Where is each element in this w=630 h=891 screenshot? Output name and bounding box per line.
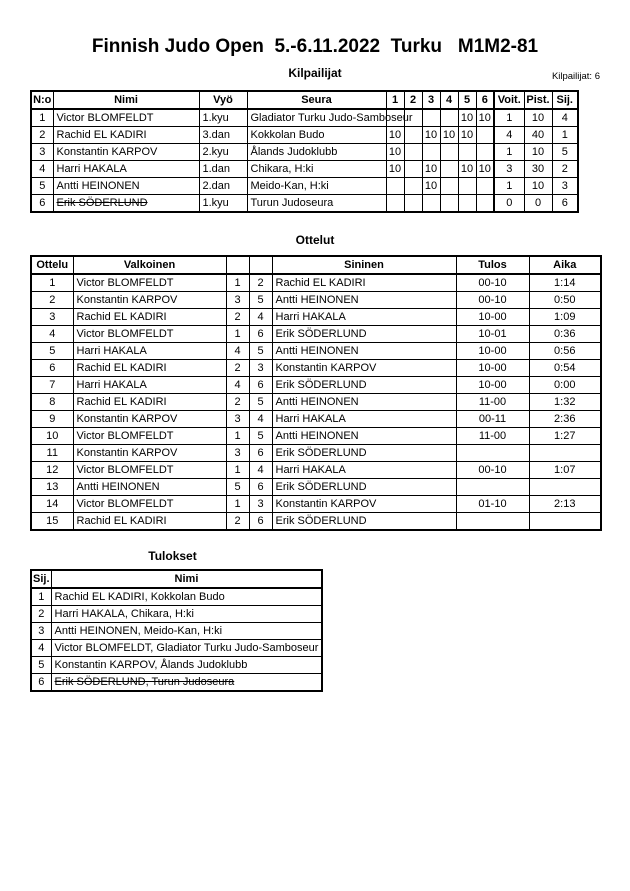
blue-competitor-name: Konstantin KARPOV: [272, 496, 456, 513]
match-number: 10: [31, 428, 73, 445]
result-name: Erik SÖDERLUND, Turun Judoseura: [51, 674, 322, 692]
white-competitor-name: Harri HAKALA: [73, 343, 226, 360]
match-row: [31, 292, 601, 309]
blue-competitor-number: 6: [249, 445, 272, 462]
competitors-section-header: [0, 66, 630, 84]
blue-competitor-name: Erik SÖDERLUND: [272, 326, 456, 343]
competitors-header-club: Seura: [247, 91, 386, 109]
grid-cell-6: [476, 178, 494, 195]
grid-cell-4: [440, 109, 458, 127]
competitor-belt: 1.kyu: [199, 195, 247, 213]
match-time: 0:00: [529, 377, 601, 394]
matches-header-row: [31, 256, 601, 274]
match-number: 13: [31, 479, 73, 496]
blue-competitor-name: Harri HAKALA: [272, 309, 456, 326]
white-competitor-number: 2: [226, 394, 249, 411]
white-competitor-number: 1: [226, 462, 249, 479]
grid-cell-1: [386, 195, 404, 213]
matches-table: [30, 255, 602, 531]
blue-competitor-number: 4: [249, 309, 272, 326]
competitor-name: Erik SÖDERLUND: [53, 195, 199, 213]
blue-competitor-number: 3: [249, 360, 272, 377]
white-competitor-name: Victor BLOMFELDT: [73, 326, 226, 343]
competitor-number: 2: [31, 127, 53, 144]
competitors-header-grid-4: 4: [440, 91, 458, 109]
competitor-name: Antti HEINONEN: [53, 178, 199, 195]
competitor-place: 2: [552, 161, 578, 178]
result-row: [31, 640, 322, 657]
white-competitor-number: 1: [226, 496, 249, 513]
matches-header-result: Tulos: [456, 256, 529, 274]
competitors-header-belt: Vyö: [199, 91, 247, 109]
match-result: 00-10: [456, 274, 529, 292]
competitors-tbody: [31, 109, 578, 212]
match-row: [31, 462, 601, 479]
grid-cell-6: [476, 195, 494, 213]
competitors-header-grid-3: 3: [422, 91, 440, 109]
match-time: 1:07: [529, 462, 601, 479]
match-number: 2: [31, 292, 73, 309]
match-result: 00-10: [456, 462, 529, 479]
blue-competitor-number: 6: [249, 326, 272, 343]
matches-header-blue-no: [249, 256, 272, 274]
results-table: [30, 569, 323, 692]
competitor-place: 6: [552, 195, 578, 213]
result-row: [31, 606, 322, 623]
result-place: 1: [31, 588, 51, 606]
competitor-belt: 2.kyu: [199, 144, 247, 161]
competitor-row: [31, 178, 578, 195]
competitors-header-grid-1: 1: [386, 91, 404, 109]
white-competitor-name: Antti HEINONEN: [73, 479, 226, 496]
match-time: 0:56: [529, 343, 601, 360]
blue-competitor-name: Antti HEINONEN: [272, 292, 456, 309]
competitors-section-title: Kilpailijat: [288, 66, 342, 80]
competitor-number: 1: [31, 109, 53, 127]
competitor-number: 3: [31, 144, 53, 161]
white-competitor-name: Rachid EL KADIRI: [73, 309, 226, 326]
match-row: [31, 445, 601, 462]
white-competitor-number: 2: [226, 513, 249, 531]
white-competitor-number: 1: [226, 274, 249, 292]
competitors-header-grid-6: 6: [476, 91, 494, 109]
match-time: 0:36: [529, 326, 601, 343]
blue-competitor-number: 3: [249, 496, 272, 513]
competitor-row: [31, 161, 578, 178]
blue-competitor-number: 5: [249, 428, 272, 445]
competitor-points: 30: [524, 161, 552, 178]
grid-cell-1: [386, 178, 404, 195]
competitor-place: 4: [552, 109, 578, 127]
match-time: 2:36: [529, 411, 601, 428]
result-row: [31, 674, 322, 692]
result-name: Antti HEINONEN, Meido-Kan, H:ki: [51, 623, 322, 640]
match-number: 8: [31, 394, 73, 411]
competitor-club: Kokkolan Budo: [247, 127, 386, 144]
grid-cell-5: 10: [458, 161, 476, 178]
match-time: [529, 513, 601, 531]
white-competitor-number: 1: [226, 326, 249, 343]
white-competitor-number: 3: [226, 445, 249, 462]
blue-competitor-name: Antti HEINONEN: [272, 428, 456, 445]
match-number: 15: [31, 513, 73, 531]
match-time: 1:09: [529, 309, 601, 326]
white-competitor-number: 2: [226, 309, 249, 326]
match-result: 10-00: [456, 377, 529, 394]
results-header-name: Nimi: [51, 570, 322, 588]
grid-cell-5: [458, 178, 476, 195]
white-competitor-name: Victor BLOMFELDT: [73, 274, 226, 292]
blue-competitor-number: 2: [249, 274, 272, 292]
matches-header-white: Valkoinen: [73, 256, 226, 274]
blue-competitor-name: Erik SÖDERLUND: [272, 445, 456, 462]
white-competitor-number: 3: [226, 411, 249, 428]
result-name: Harri HAKALA, Chikara, H:ki: [51, 606, 322, 623]
results-header-place: Sij.: [31, 570, 51, 588]
competitor-points: 10: [524, 109, 552, 127]
match-result: 11-00: [456, 394, 529, 411]
match-row: [31, 428, 601, 445]
grid-cell-3: 10: [422, 178, 440, 195]
results-section: [30, 549, 319, 692]
match-result: [456, 479, 529, 496]
result-place: 3: [31, 623, 51, 640]
grid-cell-1: 10: [386, 144, 404, 161]
grid-cell-5: [458, 144, 476, 161]
white-competitor-name: Rachid EL KADIRI: [73, 513, 226, 531]
competitor-wins: 3: [494, 161, 524, 178]
white-competitor-number: 1: [226, 428, 249, 445]
white-competitor-name: Victor BLOMFELDT: [73, 496, 226, 513]
matches-header-white-no: [226, 256, 249, 274]
results-section-title: Tulokset: [148, 549, 197, 563]
result-row: [31, 657, 322, 674]
competitor-number: 4: [31, 161, 53, 178]
blue-competitor-number: 5: [249, 394, 272, 411]
match-number: 4: [31, 326, 73, 343]
blue-competitor-name: Antti HEINONEN: [272, 343, 456, 360]
competitor-points: 40: [524, 127, 552, 144]
blue-competitor-name: Antti HEINONEN: [272, 394, 456, 411]
match-result: [456, 445, 529, 462]
blue-competitor-name: Konstantin KARPOV: [272, 360, 456, 377]
blue-competitor-number: 4: [249, 411, 272, 428]
competitor-wins: 0: [494, 195, 524, 213]
match-number: 6: [31, 360, 73, 377]
result-name: Rachid EL KADIRI, Kokkolan Budo: [51, 588, 322, 606]
match-time: 2:13: [529, 496, 601, 513]
competitors-header-wins: Voit.: [494, 91, 524, 109]
grid-cell-2: [404, 127, 422, 144]
matches-table-head: [31, 256, 601, 274]
grid-cell-6: 10: [476, 161, 494, 178]
competitors-header-grid-5: 5: [458, 91, 476, 109]
competitor-club: Chikara, H:ki: [247, 161, 386, 178]
blue-competitor-name: Harri HAKALA: [272, 411, 456, 428]
competitor-name: Harri HAKALA: [53, 161, 199, 178]
competitors-count-label: Kilpailijat: 6: [551, 71, 600, 82]
white-competitor-number: 3: [226, 292, 249, 309]
match-result: [456, 513, 529, 531]
grid-cell-3: 10: [422, 161, 440, 178]
competitor-wins: 1: [494, 144, 524, 161]
match-row: [31, 377, 601, 394]
match-result: 10-01: [456, 326, 529, 343]
match-result: 00-10: [456, 292, 529, 309]
grid-cell-4: [440, 195, 458, 213]
grid-cell-6: 10: [476, 109, 494, 127]
results-table-head: [31, 570, 322, 588]
matches-section-title: Ottelut: [295, 233, 335, 247]
competitor-club: Ålands Judoklubb: [247, 144, 386, 161]
competitors-header-place: Sij.: [552, 91, 578, 109]
blue-competitor-number: 4: [249, 462, 272, 479]
white-competitor-name: Konstantin KARPOV: [73, 445, 226, 462]
competitor-row: [31, 109, 578, 127]
white-competitor-name: Victor BLOMFELDT: [73, 428, 226, 445]
grid-cell-3: [422, 144, 440, 161]
match-time: [529, 445, 601, 462]
competitor-belt: 1.kyu: [199, 109, 247, 127]
result-row: [31, 623, 322, 640]
competitor-belt: 3.dan: [199, 127, 247, 144]
competitor-club: Meido-Kan, H:ki: [247, 178, 386, 195]
competitor-place: 3: [552, 178, 578, 195]
competitor-belt: 2.dan: [199, 178, 247, 195]
grid-cell-2: [404, 195, 422, 213]
competitor-name: Konstantin KARPOV: [53, 144, 199, 161]
result-name: Victor BLOMFELDT, Gladiator Turku Judo-Samboseur: [51, 640, 322, 657]
blue-competitor-number: 5: [249, 292, 272, 309]
competitor-wins: 1: [494, 109, 524, 127]
competitor-wins: 1: [494, 178, 524, 195]
match-result: 10-00: [456, 309, 529, 326]
match-time: 1:32: [529, 394, 601, 411]
match-row: [31, 343, 601, 360]
competitors-header-points: Pist.: [524, 91, 552, 109]
blue-competitor-number: 6: [249, 479, 272, 496]
match-number: 9: [31, 411, 73, 428]
grid-cell-6: [476, 127, 494, 144]
competitors-table-head: [31, 91, 578, 109]
white-competitor-number: 2: [226, 360, 249, 377]
white-competitor-number: 4: [226, 377, 249, 394]
match-row: [31, 394, 601, 411]
matches-header-blue: Sininen: [272, 256, 456, 274]
grid-cell-4: [440, 161, 458, 178]
blue-competitor-number: 6: [249, 377, 272, 394]
match-number: 12: [31, 462, 73, 479]
matches-tbody: [31, 274, 601, 530]
matches-header-time: Aika: [529, 256, 601, 274]
white-competitor-name: Harri HAKALA: [73, 377, 226, 394]
match-number: 11: [31, 445, 73, 462]
competitor-row: [31, 144, 578, 161]
result-place: 6: [31, 674, 51, 692]
blue-competitor-name: Erik SÖDERLUND: [272, 513, 456, 531]
results-header-row: [31, 570, 322, 588]
competitor-row: [31, 195, 578, 213]
white-competitor-name: Rachid EL KADIRI: [73, 360, 226, 377]
matches-header-match: Ottelu: [31, 256, 73, 274]
match-time: 1:14: [529, 274, 601, 292]
results-tbody: [31, 588, 322, 691]
competitors-header-row: [31, 91, 578, 109]
competitor-place: 1: [552, 127, 578, 144]
blue-competitor-name: Harri HAKALA: [272, 462, 456, 479]
match-row: [31, 309, 601, 326]
blue-competitor-name: Rachid EL KADIRI: [272, 274, 456, 292]
match-time: 1:27: [529, 428, 601, 445]
blue-competitor-name: Erik SÖDERLUND: [272, 377, 456, 394]
competitor-points: 10: [524, 178, 552, 195]
blue-competitor-number: 5: [249, 343, 272, 360]
result-place: 4: [31, 640, 51, 657]
grid-cell-2: [404, 144, 422, 161]
white-competitor-number: 4: [226, 343, 249, 360]
match-number: 1: [31, 274, 73, 292]
result-row: [31, 588, 322, 606]
match-number: 14: [31, 496, 73, 513]
competitor-club: Gladiator Turku Judo-Samboseur: [247, 109, 386, 127]
grid-cell-3: [422, 109, 440, 127]
match-number: 3: [31, 309, 73, 326]
match-row: [31, 360, 601, 377]
white-competitor-name: Rachid EL KADIRI: [73, 394, 226, 411]
competitor-place: 5: [552, 144, 578, 161]
grid-cell-2: [404, 161, 422, 178]
match-row: [31, 513, 601, 531]
grid-cell-2: [404, 178, 422, 195]
competitor-number: 5: [31, 178, 53, 195]
blue-competitor-number: 6: [249, 513, 272, 531]
match-row: [31, 496, 601, 513]
grid-cell-5: 10: [458, 127, 476, 144]
competitor-number: 6: [31, 195, 53, 213]
match-time: 0:54: [529, 360, 601, 377]
result-name: Konstantin KARPOV, Ålands Judoklubb: [51, 657, 322, 674]
grid-cell-4: [440, 144, 458, 161]
match-time: [529, 479, 601, 496]
competitor-name: Rachid EL KADIRI: [53, 127, 199, 144]
grid-cell-1: 10: [386, 161, 404, 178]
match-result: 11-00: [456, 428, 529, 445]
match-number: 7: [31, 377, 73, 394]
match-result: 00-11: [456, 411, 529, 428]
match-result: 10-00: [456, 360, 529, 377]
competitor-row: [31, 127, 578, 144]
grid-cell-5: [458, 195, 476, 213]
white-competitor-name: Konstantin KARPOV: [73, 292, 226, 309]
white-competitor-name: Konstantin KARPOV: [73, 411, 226, 428]
competitors-header-name: Nimi: [53, 91, 199, 109]
match-result: 01-10: [456, 496, 529, 513]
white-competitor-number: 5: [226, 479, 249, 496]
competitors-table: [30, 90, 579, 213]
match-row: [31, 326, 601, 343]
grid-cell-4: [440, 178, 458, 195]
grid-cell-4: 10: [440, 127, 458, 144]
grid-cell-6: [476, 144, 494, 161]
result-place: 5: [31, 657, 51, 674]
page-title: Finnish Judo Open 5.-6.11.2022 Turku M1M2-81: [91, 36, 539, 57]
match-result: 10-00: [456, 343, 529, 360]
match-row: [31, 479, 601, 496]
competitor-name: Victor BLOMFELDT: [53, 109, 199, 127]
match-row: [31, 411, 601, 428]
grid-cell-5: 10: [458, 109, 476, 127]
competitor-points: 10: [524, 144, 552, 161]
match-time: 0:50: [529, 292, 601, 309]
competitor-club: Turun Judoseura: [247, 195, 386, 213]
competitors-header-no: N:o: [31, 91, 53, 109]
grid-cell-1: 10: [386, 127, 404, 144]
match-number: 5: [31, 343, 73, 360]
competitor-points: 0: [524, 195, 552, 213]
competitor-wins: 4: [494, 127, 524, 144]
competitor-belt: 1.dan: [199, 161, 247, 178]
grid-cell-3: [422, 195, 440, 213]
match-row: [31, 274, 601, 292]
competitors-header-grid-2: 2: [404, 91, 422, 109]
blue-competitor-name: Erik SÖDERLUND: [272, 479, 456, 496]
white-competitor-name: Victor BLOMFELDT: [73, 462, 226, 479]
result-place: 2: [31, 606, 51, 623]
grid-cell-3: 10: [422, 127, 440, 144]
